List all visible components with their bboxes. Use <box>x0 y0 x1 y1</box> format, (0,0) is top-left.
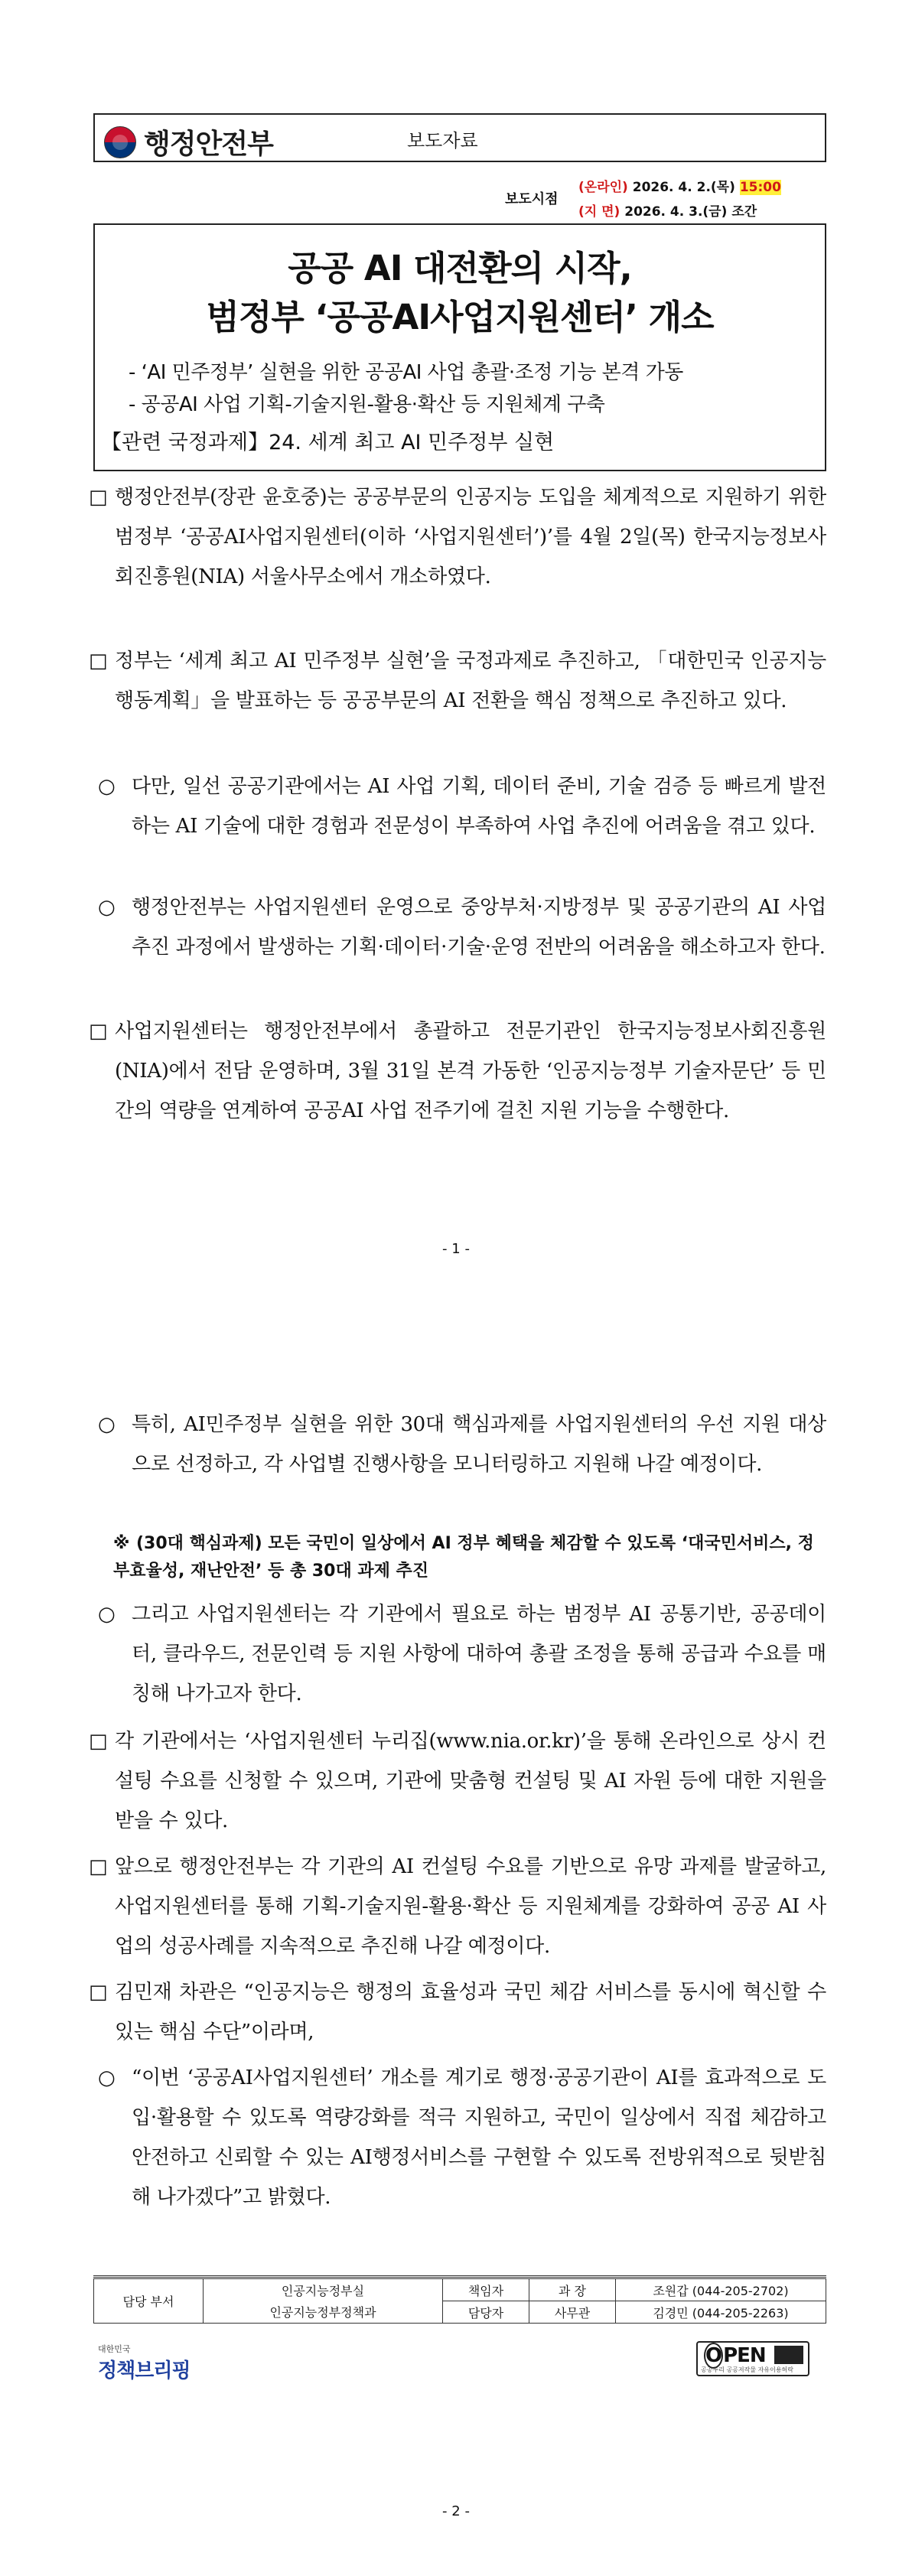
paragraph: 앞으로 행정안전부는 각 기관의 AI 컨설팅 수요를 기반으로 유망 과제를 발굴하고, 사업지원센터를 통해 기획-기술지원-활용·확산 등 지원체계를 강화하여 공공 AI 사업의 성공사례를 지속적으로 추진해 나갈 예정이다. <box>115 1855 826 1958</box>
circle-bullet: ○ <box>98 1603 116 1626</box>
open-text: OPEN <box>705 2344 766 2367</box>
circle-bullet: ○ <box>98 1413 116 1436</box>
circle-bullet: ○ <box>98 2066 116 2089</box>
headline-line-2: 범정부 ‘공공AI사업지원센터’ 개소 <box>206 297 714 337</box>
square-bullet: □ <box>89 1020 108 1043</box>
note-text: (30대 핵심과제) 모든 국민이 일상에서 AI 정부 혜택을 체감할 수 있도록 ‘대국민서비스, 정부효율성, 재난안전’ 등 총 30대 과제 추진 <box>113 1534 814 1581</box>
page-number: - 2 - <box>442 2503 470 2519</box>
responsible-contact: 조원갑 (044-205-2702) <box>616 2279 826 2301</box>
paragraph: 정부는 ‘세계 최고 AI 민주정부 실현’을 국정과제로 추진하고, 「대한민국 인공지능 행동계획」을 발표하는 등 공공부문의 AI 전환을 핵심 정책으로 추진하고 있다. <box>115 650 826 712</box>
square-bullet: □ <box>89 1981 108 2004</box>
paragraph: 행정안전부(장관 윤호중)는 공공부문의 인공지능 도입을 체계적으로 지원하기 위한 범정부 ‘공공AI사업지원센터(이하 ‘사업지원센터’)’를 4월 2일(목) 한국지능정보사회진흥원(NIA) 서울사무소에서 개소하였다. <box>115 486 826 588</box>
paragraph: 각 기관에서는 ‘사업지원센터 누리집(www.nia.or.kr)’을 통해 온라인으로 상시 컨설팅 수요를 신청할 수 있으며, 기관에 맞춤형 컨설팅 및 AI 자원 등에 대한 지원을 받을 수 있다. <box>115 1730 826 1832</box>
subtitle-1: - ‘AI 민주정부’ 실현을 위한 공공AI 사업 총괄·조정 기능 본격 가동 <box>129 361 683 384</box>
embargo-online <box>578 176 781 195</box>
online-time: 15:00 <box>739 180 781 195</box>
ministry-logo <box>104 122 273 161</box>
online-date: 2026. 4. 2.(목) <box>632 180 735 195</box>
square-bullet: □ <box>89 1855 108 1878</box>
title-box <box>93 223 826 471</box>
square-bullet: □ <box>89 650 108 672</box>
square-bullet: □ <box>89 486 108 509</box>
paragraph: “이번 ‘공공AI사업지원센터’ 개소를 계기로 행정·공공기관이 AI를 효과적으로 도입·활용할 수 있도록 역량강화를 적극 지원하고, 국민이 일상에서 직접 체감하고 안전하고 신뢰할 수 있는 AI행정서비스를 구현할 수 있도록 전방위적으로 뒷받침해 나가겠다”고 밝혔다. <box>132 2066 826 2209</box>
taegeuk-emblem-icon <box>104 126 136 158</box>
brand-main-text: 정책브리핑 <box>98 2359 191 2382</box>
press-header <box>93 113 826 162</box>
contact-rule <box>93 2275 826 2278</box>
contact-table <box>93 2278 826 2324</box>
note-mark: ※ <box>113 1534 130 1553</box>
dept-office: 인공지능정부실 <box>204 2279 443 2301</box>
related-national-task: 【관련 국정과제】24. 세계 최고 AI 민주정부 실현 <box>101 431 555 454</box>
document-type: 보도자료 <box>407 130 478 151</box>
paragraph: 행정안전부는 사업지원센터 운영으로 중앙부처·지방정부 및 공공기관의 AI 사업 추진 과정에서 발생하는 기획·데이터·기술·운영 전반의 어려움을 해소하고자 한다. <box>132 896 826 959</box>
open-description: 공공누리 공공저작물 자유이용허락 <box>701 2366 794 2373</box>
license-type-icon <box>774 2346 803 2364</box>
online-tag: (온라인) <box>578 180 628 195</box>
subtitle-2: - 공공AI 사업 기획-기술지원-활용·확산 등 지원체계 구축 <box>129 393 605 416</box>
print-date: 2026. 4. 3.(금) <box>624 204 728 220</box>
staff-title: 사무관 <box>529 2301 616 2324</box>
embargo-label: 보도시점 <box>505 191 559 207</box>
paragraph: 김민재 차관은 “인공지능은 행정의 효율성과 국민 체감 서비스를 동시에 혁신할 수 있는 핵심 수단”이라며, <box>115 1981 826 2044</box>
square-bullet: □ <box>89 1730 108 1753</box>
page-2 <box>0 1293 912 2576</box>
print-when: 조간 <box>731 204 757 220</box>
staff-contact: 김경민 (044-205-2263) <box>616 2301 826 2324</box>
responsible-label: 책임자 <box>443 2279 529 2301</box>
policy-briefing-logo <box>98 2343 191 2383</box>
brand-small-text: 대한민국 <box>98 2344 131 2354</box>
dept-division: 인공지능정부정책과 <box>204 2301 443 2324</box>
paragraph: 그리고 사업지원센터는 각 기관에서 필요로 하는 범정부 AI 공통기반, 공공데이터, 클라우드, 전문인력 등 지원 사항에 대하여 총괄 조정을 통해 공급과 수요를 매칭해 나가고자 한다. <box>132 1603 826 1705</box>
headline-line-1: 공공 AI 대전환의 시작, <box>288 248 632 288</box>
circle-bullet: ○ <box>98 896 116 919</box>
paragraph: 사업지원센터는 행정안전부에서 총괄하고 전문기관인 한국지능정보사회진흥원(NIA)에서 전담 운영하며, 3월 31일 본격 가동한 ‘인공지능정부 기술자문단’ 등 민간의 역량을 연계하여 공공AI 사업 전주기에 걸친 지원 기능을 수행한다. <box>115 1020 826 1122</box>
responsible-title: 과 장 <box>529 2279 616 2301</box>
circle-bullet: ○ <box>98 775 116 798</box>
ministry-name: 행정안전부 <box>144 129 273 160</box>
paragraph: 다만, 일선 공공기관에서는 AI 사업 기획, 데이터 준비, 기술 검증 등 빠르게 발전하는 AI 기술에 대한 경험과 전문성이 부족하여 사업 추진에 어려움을 겪고 있다. <box>132 775 826 838</box>
paragraph: 특히, AI민주정부 실현을 위한 30대 핵심과제를 사업지원센터의 우선 지원 대상으로 선정하고, 각 사업별 진행사항을 모니터링하고 지원해 나갈 예정이다. <box>132 1413 826 1476</box>
kogl-open-badge <box>696 2341 809 2376</box>
page-number: - 1 - <box>442 1241 470 1257</box>
embargo-print <box>578 200 757 220</box>
footnote-30-tasks <box>113 1530 829 1585</box>
print-tag: (지 면) <box>578 204 620 220</box>
staff-label: 담당자 <box>443 2301 529 2324</box>
dept-label: 담당 부서 <box>94 2279 204 2324</box>
